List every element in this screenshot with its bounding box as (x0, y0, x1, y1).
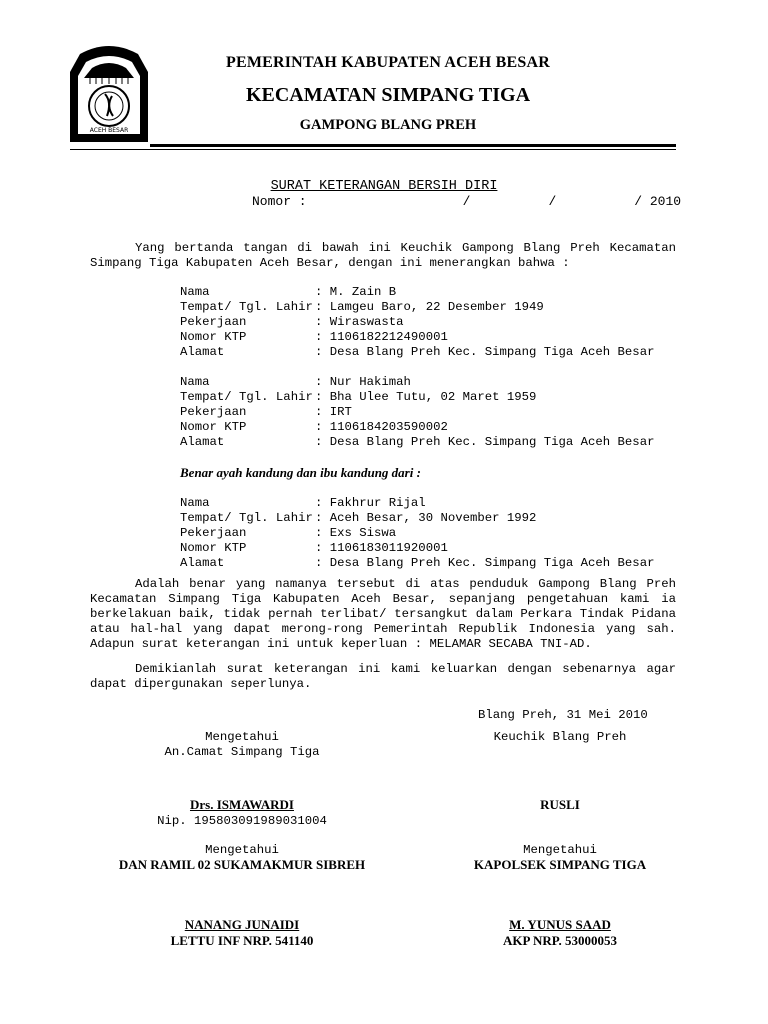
field-value: : Desa Blang Preh Kec. Simpang Tiga Aceh Besar (315, 556, 655, 570)
signer-name: Drs. ISMAWARDI (189, 797, 294, 812)
field-label: Tempat/ Tgl. Lahir (180, 390, 313, 404)
field-label: Nama (180, 375, 210, 389)
field-row (180, 405, 654, 420)
field-value: : Nur Hakimah (315, 375, 411, 389)
field-row (180, 511, 654, 526)
field-row (180, 526, 654, 541)
field-label: Alamat (180, 435, 225, 449)
field-label: Tempat/ Tgl. Lahir (180, 300, 313, 314)
field-row (180, 300, 654, 315)
role-label: Mengetahui (205, 843, 279, 857)
field-value: : Bha Ulee Tutu, 02 Maret 1959 (315, 390, 537, 404)
field-label: Nomor KTP (180, 420, 247, 434)
field-label: Nomor KTP (180, 330, 247, 344)
field-label: Pekerjaan (180, 315, 247, 329)
person-block-mother (180, 375, 654, 450)
field-value: : 1106183011920001 (315, 541, 448, 555)
field-row (180, 330, 654, 345)
field-label: Alamat (180, 556, 225, 570)
field-label: Alamat (180, 345, 225, 359)
signer-name: NANANG JUNAIDI (184, 917, 300, 932)
role-label: DAN RAMIL 02 SUKAMAKMUR SIBREH (118, 857, 366, 872)
field-value: : Lamgeu Baro, 22 Desember 1949 (315, 300, 544, 314)
field-label: Tempat/ Tgl. Lahir (180, 511, 313, 525)
signature-keuchik (410, 730, 710, 745)
field-label: Nomor KTP (180, 541, 247, 555)
field-row (180, 345, 654, 360)
signer-id: LETTU INF NRP. 541140 (170, 933, 314, 948)
field-value: : Exs Siswa (315, 526, 397, 540)
person-block-father (180, 285, 654, 360)
statement-paragraph: Adalah benar yang namanya tersebut di atas penduduk Gampong Blang Preh Kecamatan Simpang Tiga Kabupaten Aceh Besar, sepanjang pengetahuan kami ia berkelakuan baik, tidak pernah terlibat/ tersangkut dalam Perkara Tindak Pidana atau hal-hal yang dapat merong-rong Pemerintah Republik Indonesia yang sah. Adapun surat keterangan ini untuk keperluan : MELAMAR SECABA TNI-AD. (90, 577, 676, 651)
signer-id: Nip. 195803091989031004 (157, 814, 327, 828)
place-and-date: Blang Preh, 31 Mei 2010 (478, 708, 648, 722)
letter-number: Nomor : / / / 2010 (252, 194, 682, 209)
signature-camat (92, 730, 392, 760)
field-value: : 1106182212490001 (315, 330, 448, 344)
field-row (180, 541, 654, 556)
field-row (180, 420, 654, 435)
field-value: : Fakhrur Rijal (315, 496, 426, 510)
field-row (180, 375, 654, 390)
role-label: Keuchik Blang Preh (493, 730, 627, 744)
field-row (180, 496, 654, 511)
letterhead-thick-rule (150, 144, 676, 147)
role-label: KAPOLSEK SIMPANG TIGA (473, 857, 647, 872)
parents-of-heading: Benar ayah kandung dan ibu kandung dari : (180, 465, 421, 480)
letterhead-village: GAMPONG BLANG PREH (299, 117, 477, 133)
signer-id: AKP NRP. 53000053 (503, 933, 617, 948)
signer-name: M. YUNUS SAAD (509, 917, 611, 932)
field-row (180, 285, 654, 300)
field-label: Nama (180, 285, 210, 299)
field-label: Pekerjaan (180, 526, 247, 540)
field-value: : IRT (315, 405, 352, 419)
field-value: : Desa Blang Preh Kec. Simpang Tiga Aceh Besar (315, 345, 655, 359)
closing-paragraph: Demikianlah surat keterangan ini kami keluarkan dengan sebenarnya agar dapat dipergunakan seperlunya. (90, 662, 676, 691)
opening-paragraph: Yang bertanda tangan di bawah ini Keuchik Gampong Blang Preh Kecamatan Simpang Tiga Kabupaten Aceh Besar, dengan ini menerangkan bahwa : (90, 241, 676, 270)
person-block-child (180, 496, 654, 571)
letterhead-government: PEMERINTAH KABUPATEN ACEH BESAR (225, 54, 550, 71)
role-label: Mengetahui (523, 843, 597, 857)
letter-title: SURAT KETERANGAN BERSIH DIRI (270, 179, 498, 194)
logo-caption: ACEH BESAR (89, 127, 129, 134)
field-label: Nama (180, 496, 210, 510)
field-row (180, 390, 654, 405)
field-value: : Aceh Besar, 30 November 1992 (315, 511, 537, 525)
field-row (180, 315, 654, 330)
field-value: : 1106184203590002 (315, 420, 448, 434)
letterhead-thin-rule (70, 149, 676, 150)
signer-name: RUSLI (540, 797, 580, 812)
field-value: : M. Zain B (315, 285, 397, 299)
role-label: Mengetahui (205, 730, 279, 744)
field-value: : Desa Blang Preh Kec. Simpang Tiga Aceh Besar (315, 435, 655, 449)
field-label: Pekerjaan (180, 405, 247, 419)
letterhead-district: KECAMATAN SIMPANG TIGA (245, 84, 531, 106)
field-row (180, 435, 654, 450)
field-row (180, 556, 654, 571)
field-value: : Wiraswasta (315, 315, 404, 329)
role-label: An.Camat Simpang Tiga (164, 745, 320, 759)
